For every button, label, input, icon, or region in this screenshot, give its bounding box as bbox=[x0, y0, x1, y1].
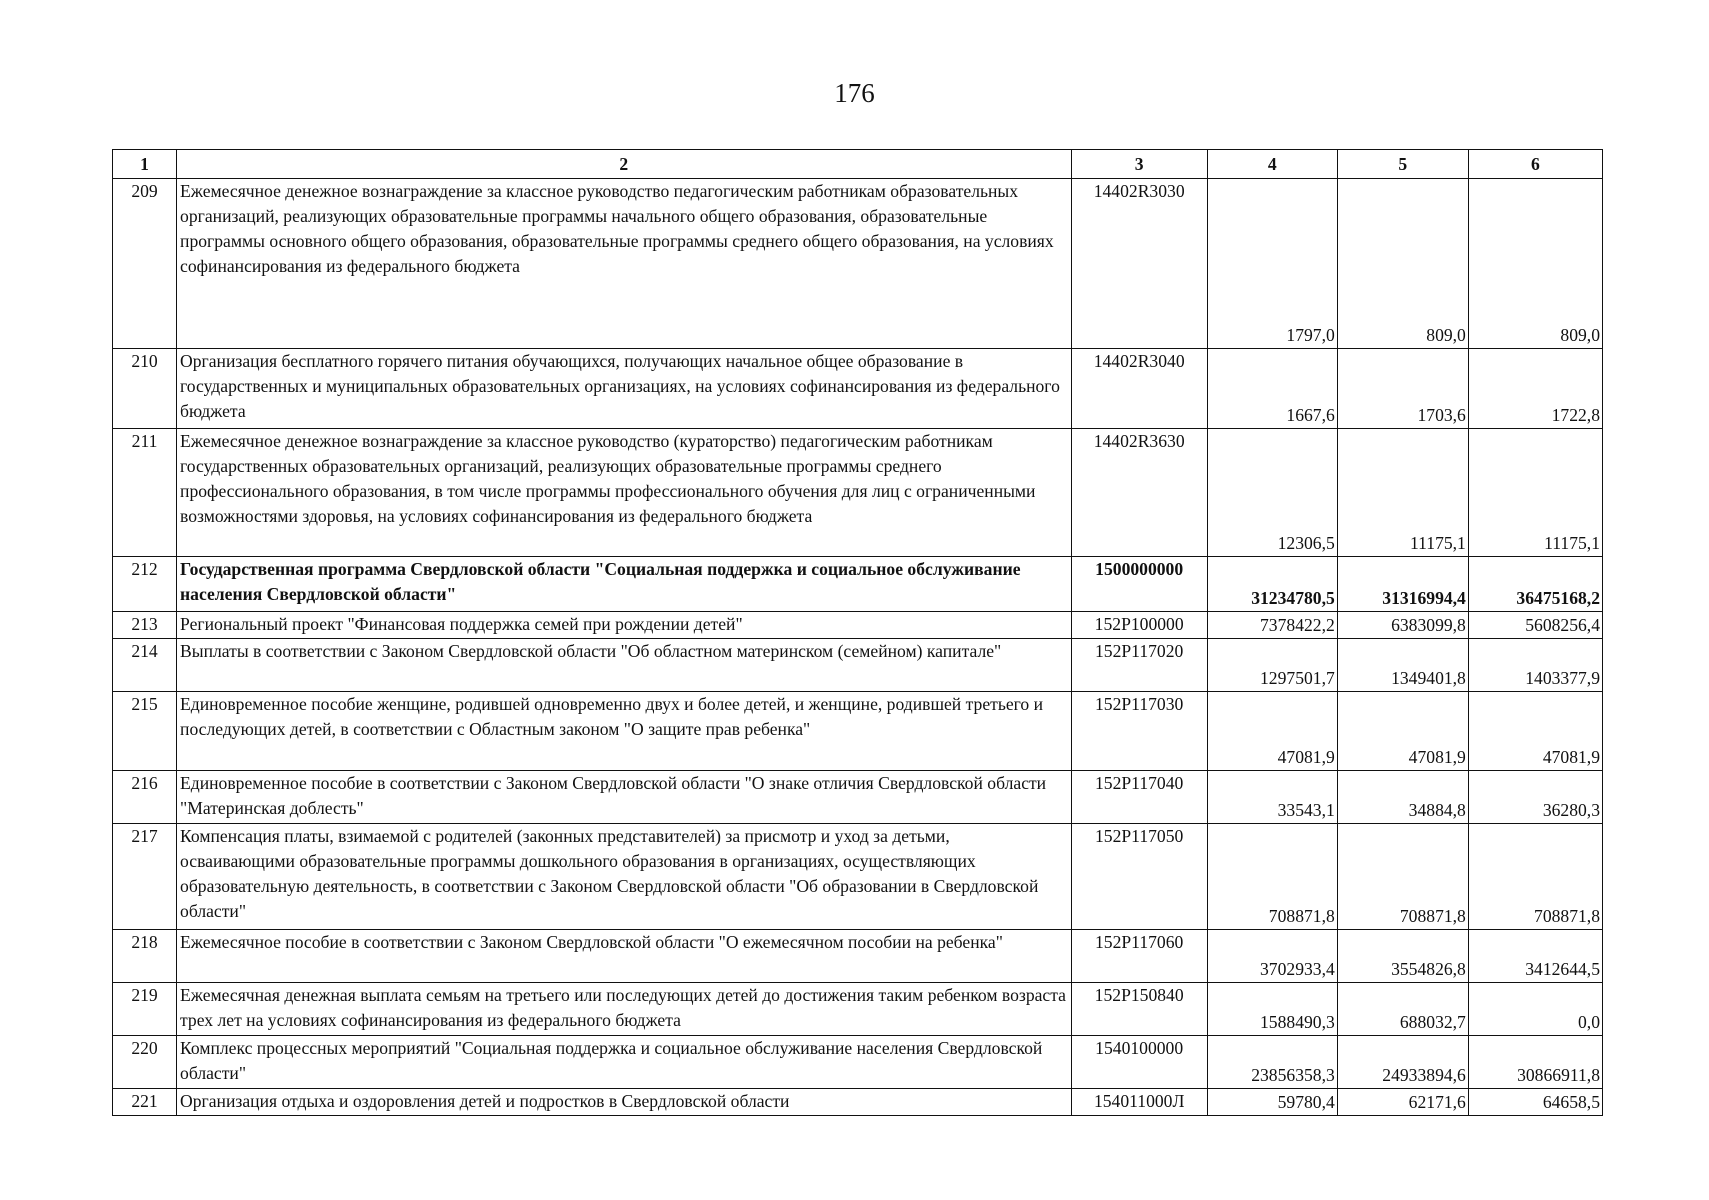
table-row bbox=[113, 429, 1603, 557]
row-number: 220 bbox=[113, 1036, 177, 1089]
row-value-4: 31234780,5 bbox=[1207, 557, 1337, 612]
row-value-5: 708871,8 bbox=[1337, 824, 1468, 930]
row-code: 14402R3040 bbox=[1071, 349, 1207, 429]
table-row bbox=[113, 983, 1603, 1036]
row-value-4: 1797,0 bbox=[1207, 179, 1337, 349]
row-value-5: 1349401,8 bbox=[1337, 639, 1468, 692]
row-name: Организация бесплатного горячего питания обучающихся, получающих начальное общее образование в государственных и муниципальных образовательных организациях, на условиях софинансирования из федерального бюджета bbox=[177, 349, 1072, 429]
row-code: 14402R3630 bbox=[1071, 429, 1207, 557]
row-number: 214 bbox=[113, 639, 177, 692]
row-code: 152P117020 bbox=[1071, 639, 1207, 692]
row-number: 212 bbox=[113, 557, 177, 612]
row-name: Ежемесячная денежная выплата семьям на третьего или последующих детей до достижения таким ребенком возраста трех лет на условиях софинансирования из федерального бюджета bbox=[177, 983, 1072, 1036]
row-name: Комплекс процессных мероприятий "Социальная поддержка и социальное обслуживание населения Свердловской области" bbox=[177, 1036, 1072, 1089]
row-value-4: 12306,5 bbox=[1207, 429, 1337, 557]
page-number: 176 bbox=[834, 78, 875, 108]
header-cell-6: 6 bbox=[1468, 150, 1602, 179]
row-value-5: 688032,7 bbox=[1337, 983, 1468, 1036]
row-number: 219 bbox=[113, 983, 177, 1036]
row-value-5: 47081,9 bbox=[1337, 692, 1468, 771]
row-number: 210 bbox=[113, 349, 177, 429]
row-name: Государственная программа Свердловской области "Социальная поддержка и социальное обслуживание населения Свердловской области" bbox=[177, 557, 1072, 612]
row-name: Региональный проект "Финансовая поддержка семей при рождении детей" bbox=[177, 612, 1072, 639]
row-value-4: 1588490,3 bbox=[1207, 983, 1337, 1036]
row-value-6: 708871,8 bbox=[1468, 824, 1602, 930]
row-name: Единовременное пособие женщине, родившей одновременно двух и более детей, и женщине, родившей третьего и последующих детей, в соответствии с Областным законом "О защите прав ребенка" bbox=[177, 692, 1072, 771]
table-row bbox=[113, 639, 1603, 692]
row-name: Выплаты в соответствии с Законом Свердловской области "Об областном материнском (семейном) капитале" bbox=[177, 639, 1072, 692]
row-number: 213 bbox=[113, 612, 177, 639]
row-value-5: 3554826,8 bbox=[1337, 930, 1468, 983]
row-number: 211 bbox=[113, 429, 177, 557]
row-value-6: 3412644,5 bbox=[1468, 930, 1602, 983]
row-name: Компенсация платы, взимаемой с родителей (законных представителей) за присмотр и уход за детьми, осваивающими образовательные программы дошкольного образования в организациях, осуществляющих образовательную деятельность, в соответствии с Законом Свердловской области "Об образовании в Свердловской области" bbox=[177, 824, 1072, 930]
row-number: 218 bbox=[113, 930, 177, 983]
row-value-6: 47081,9 bbox=[1468, 692, 1602, 771]
row-value-6: 1722,8 bbox=[1468, 349, 1602, 429]
header-cell-3: 3 bbox=[1071, 150, 1207, 179]
row-name: Организация отдыха и оздоровления детей и подростков в Свердловской области bbox=[177, 1089, 1072, 1116]
table-row bbox=[113, 612, 1603, 639]
row-code: 152P117050 bbox=[1071, 824, 1207, 930]
row-value-4: 59780,4 bbox=[1207, 1089, 1337, 1116]
budget-table bbox=[112, 149, 1603, 1116]
row-value-4: 7378422,2 bbox=[1207, 612, 1337, 639]
table-header bbox=[113, 150, 1603, 179]
table-row bbox=[113, 1089, 1603, 1116]
row-code: 1540100000 bbox=[1071, 1036, 1207, 1089]
row-name: Ежемесячное денежное вознаграждение за классное руководство педагогическим работникам образовательных организаций, реализующих образовательные программы начального общего образования, образовательные программы основного общего образования, образовательные программы среднего общего образования, на условиях софинансирования из федерального бюджета bbox=[177, 179, 1072, 349]
row-value-6: 36280,3 bbox=[1468, 771, 1602, 824]
row-value-6: 809,0 bbox=[1468, 179, 1602, 349]
row-name: Ежемесячное пособие в соответствии с Законом Свердловской области "О ежемесячном пособии на ребенка" bbox=[177, 930, 1072, 983]
row-value-5: 62171,6 bbox=[1337, 1089, 1468, 1116]
header-cell-4: 4 bbox=[1207, 150, 1337, 179]
row-number: 217 bbox=[113, 824, 177, 930]
table-row-program bbox=[113, 557, 1603, 612]
table-body bbox=[113, 179, 1603, 1116]
row-value-5: 34884,8 bbox=[1337, 771, 1468, 824]
row-value-5: 809,0 bbox=[1337, 179, 1468, 349]
row-code: 152P117040 bbox=[1071, 771, 1207, 824]
row-code: 152P117030 bbox=[1071, 692, 1207, 771]
row-name: Единовременное пособие в соответствии с Законом Свердловской области "О знаке отличия Свердловской области "Материнская доблесть" bbox=[177, 771, 1072, 824]
row-code: 154011000Л bbox=[1071, 1089, 1207, 1116]
row-code: 152P100000 bbox=[1071, 612, 1207, 639]
row-value-5: 1703,6 bbox=[1337, 349, 1468, 429]
table-row bbox=[113, 179, 1603, 349]
row-number: 209 bbox=[113, 179, 177, 349]
table-row bbox=[113, 771, 1603, 824]
row-value-6: 5608256,4 bbox=[1468, 612, 1602, 639]
row-value-6: 1403377,9 bbox=[1468, 639, 1602, 692]
row-value-5: 11175,1 bbox=[1337, 429, 1468, 557]
row-value-6: 11175,1 bbox=[1468, 429, 1602, 557]
row-name: Ежемесячное денежное вознаграждение за классное руководство (кураторство) педагогическим работникам государственных образовательных организаций, реализующих образовательные программы среднего профессионального образования, в том числе программы профессионального обучения для лиц с ограниченными возможностями здоровья, на условиях софинансирования из федерального бюджета bbox=[177, 429, 1072, 557]
table-row bbox=[113, 824, 1603, 930]
row-code: 14402R3030 bbox=[1071, 179, 1207, 349]
row-number: 215 bbox=[113, 692, 177, 771]
row-value-6: 64658,5 bbox=[1468, 1089, 1602, 1116]
row-number: 216 bbox=[113, 771, 177, 824]
header-row bbox=[113, 150, 1603, 179]
row-value-5: 31316994,4 bbox=[1337, 557, 1468, 612]
table-row bbox=[113, 930, 1603, 983]
row-value-4: 23856358,3 bbox=[1207, 1036, 1337, 1089]
row-code: 1500000000 bbox=[1071, 557, 1207, 612]
row-value-5: 24933894,6 bbox=[1337, 1036, 1468, 1089]
row-value-4: 1297501,7 bbox=[1207, 639, 1337, 692]
header-cell-5: 5 bbox=[1337, 150, 1468, 179]
row-number: 221 bbox=[113, 1089, 177, 1116]
row-value-4: 3702933,4 bbox=[1207, 930, 1337, 983]
header-cell-2: 2 bbox=[177, 150, 1072, 179]
table-row bbox=[113, 1036, 1603, 1089]
row-value-6: 30866911,8 bbox=[1468, 1036, 1602, 1089]
row-value-4: 33543,1 bbox=[1207, 771, 1337, 824]
row-value-4: 1667,6 bbox=[1207, 349, 1337, 429]
row-value-6: 0,0 bbox=[1468, 983, 1602, 1036]
row-code: 152P117060 bbox=[1071, 930, 1207, 983]
row-value-6: 36475168,2 bbox=[1468, 557, 1602, 612]
row-value-5: 6383099,8 bbox=[1337, 612, 1468, 639]
row-value-4: 47081,9 bbox=[1207, 692, 1337, 771]
header-cell-1: 1 bbox=[113, 150, 177, 179]
table-row bbox=[113, 349, 1603, 429]
table-row bbox=[113, 692, 1603, 771]
row-code: 152P150840 bbox=[1071, 983, 1207, 1036]
row-value-4: 708871,8 bbox=[1207, 824, 1337, 930]
